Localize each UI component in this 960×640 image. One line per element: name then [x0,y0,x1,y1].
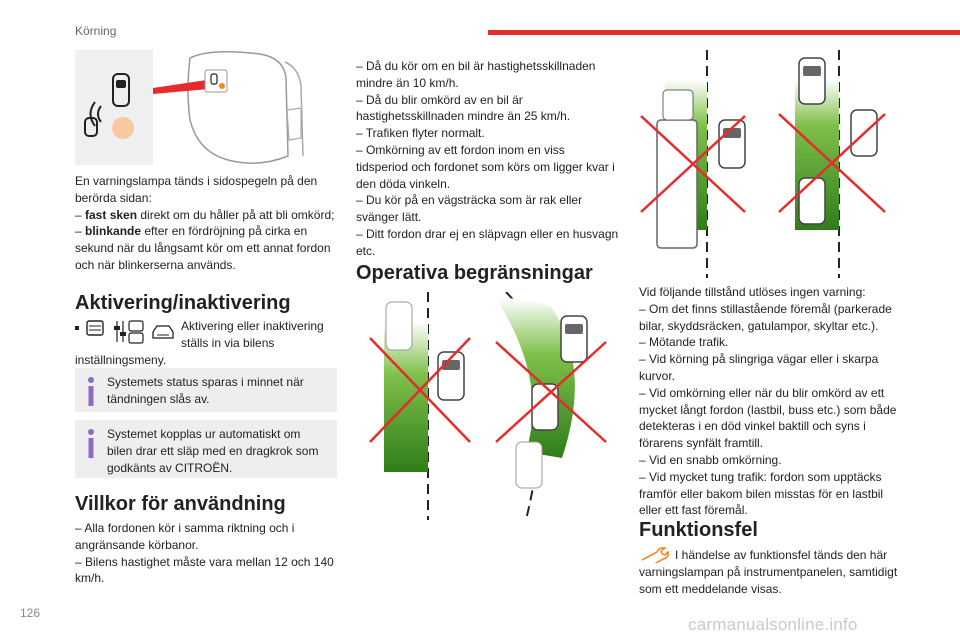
header-accent-bar [488,30,960,35]
activation-block [75,318,337,368]
conditions-item: – Ditt fordon drar ej en släpvagn eller en husvagn etc. [356,226,619,258]
info-icon [85,376,97,408]
malfunction-block [639,547,909,597]
limits-intro: Vid följande tillstånd utlöses ingen varning: [639,285,866,299]
header-section-title: Körning [75,24,117,38]
info-icon [85,428,97,460]
heading-malfunction: Funktionsfel [639,519,758,541]
watermark: carmanualsonline.info [688,615,858,634]
conditions-item: – Då du kör om en bil är hastighetsskillnaden mindre än 10 km/h. [356,59,596,90]
limits-item: – Om det finns stillastående föremål (parkerade bilar, skyddsräcken, gatulampor, skyltar etc.). [639,301,892,333]
conditions-item: – Du kör på en vägsträcka som är rak eller svänger lätt. [356,193,583,225]
info-box-memory [75,368,337,412]
page-number: 126 [20,606,41,620]
limits-item: – Vid en snabb omkörning. [639,452,782,467]
conditions-item: – Då du blir omkörd av en bil är hastighetsskillnaden mindre än 25 km/h. [356,92,571,124]
limits-item: – Vid omkörning eller när du blir omkörd av ett mycket långt fordon (lastbil, buss etc.) som både detekteras i en död vinkel baktill och syns i förarens synfält framtill. [639,385,897,451]
info-memory-text: Systemets status sparas i minnet när tändningen slås av. [107,375,304,406]
malfunction-text: I händelse av funktionsfel tänds den här varningslampan på instrumentpanelen, samtidigt som ett meddelande visas. [639,548,898,596]
wrench-warning-icon [639,547,669,563]
heading-conditions: Villkor för användning [75,493,286,515]
info-box-trailer [75,420,337,478]
conditions-item: – Omkörning av ett fordon inom en viss tidsperiod och fordonet som körs om ligger kvar i den döda vinkeln. [356,142,615,191]
heading-activation: Aktivering/inaktivering [75,292,291,314]
vehicle-settings-icons [75,318,175,348]
conditions-item: – Trafiken flyter normalt. [356,126,485,141]
info-trailer-text: Systemet kopplas ur automatiskt om bilen drar ett släp med en dragkrok som godkänts av CITROËN. [107,427,319,475]
intro-line: En varningslampa tänds i sidospegeln på den berörda sidan: [75,174,318,205]
limits-illustration-right [639,50,909,280]
conditions-list-part2 [356,58,620,260]
limits-list [639,284,909,519]
conditions-item: – Alla fordonen kör i samma riktning och i angränsande körbanor. [75,521,295,552]
limits-item: – Mötande trafik. [639,335,729,350]
conditions-item: – Bilens hastighet måste vara mellan 12 och 140 km/h. [75,554,334,586]
activation-text: Aktivering eller inaktivering ställs in via bilens inställningsmeny. [75,319,324,367]
limits-item: – Vid mycket tung trafik: fordon som upptäcks framför eller bakom bilen misstas för en lastbil eller ett fast föremål. [639,469,884,518]
intro-text [75,173,337,274]
limits-illustration-left [356,292,626,522]
conditions-list-part1 [75,520,337,587]
intro-item-steady: – fast sken direkt om du håller på att bli omkörd; [75,207,335,222]
intro-item-blinking: – blinkande efter en fördröjning på cirka en sekund när du långsamt kör om ett annat fordon och när blinkerserna används. [75,224,331,272]
limits-item: – Vid körning på slingriga vägar eller i skarpa kurvor. [639,352,879,383]
mirror-illustration [75,50,337,168]
heading-limits: Operativa begränsningar [356,262,593,284]
